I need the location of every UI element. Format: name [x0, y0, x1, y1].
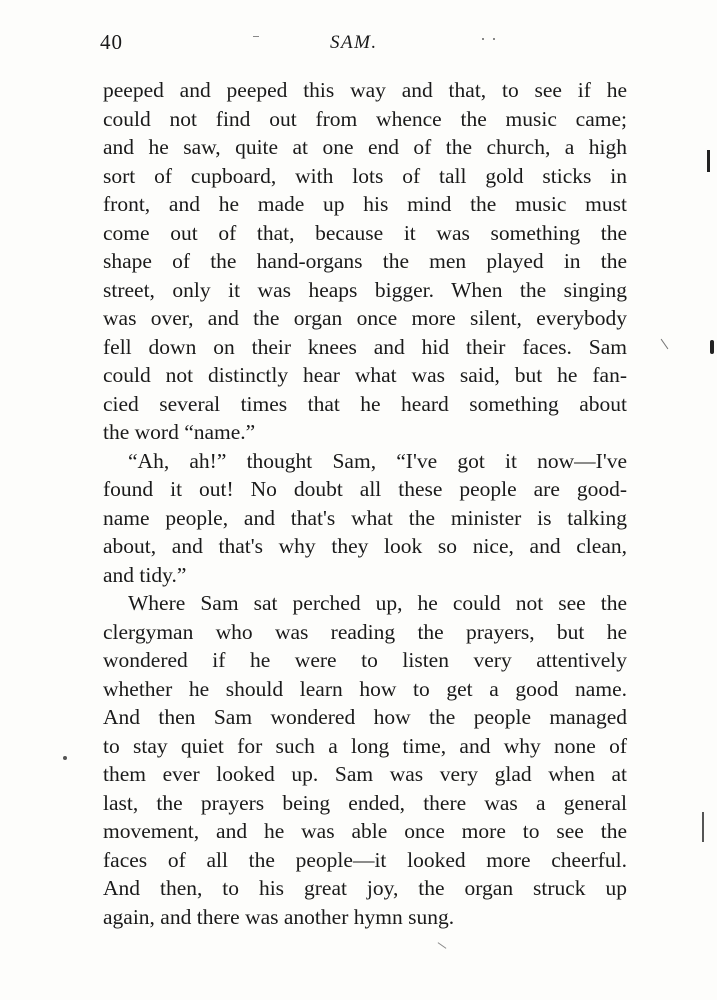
page-number: 40 [100, 30, 123, 54]
text-line: clergyman who was reading the prayers, but he [103, 619, 627, 644]
text-line: And then Sam wondered how the people managed [103, 705, 627, 729]
running-title: SAM. [330, 32, 378, 53]
text-line: name people, and that's what the minister is talking [103, 505, 627, 530]
text-line: sort of cupboard, with lots of tall gold sticks in [103, 163, 627, 188]
text-line: “Ah, ah!” thought Sam, “I've got it now—I've [128, 448, 627, 473]
text-line: could not distinctly hear what was said, but he fan- [103, 363, 627, 387]
text-line: them ever looked up. Sam was very glad when at [103, 762, 627, 786]
text-line: street, only it was heaps bigger. When the singing [103, 277, 627, 302]
text-line: come out of that, because it was something the [103, 220, 627, 245]
scan-mark [710, 340, 714, 354]
scan-mark [493, 38, 495, 40]
scan-mark [482, 38, 484, 40]
running-head [100, 30, 628, 60]
text-line: and he saw, quite at one end of the church, a high [103, 135, 627, 159]
scan-mark [661, 339, 669, 349]
text-line: fell down on their knees and hid their faces. Sam [103, 334, 627, 359]
text-line: front, and he made up his mind the music must [103, 192, 627, 216]
text-line: could not find out from whence the music came; [103, 106, 627, 131]
paragraph-3 [103, 589, 627, 931]
paragraph-2 [103, 447, 627, 590]
text-line: wondered if he were to listen very attentively [103, 648, 627, 672]
text-line: faces of all the people—it looked more cheerful. [103, 847, 627, 872]
scan-mark [253, 36, 259, 37]
text-line: whether he should learn how to get a good name. [103, 676, 627, 701]
text-line: about, and that's why they look so nice, and clean, [103, 534, 627, 558]
scan-mark [707, 150, 710, 172]
text-line: Where Sam sat perched up, he could not see the [128, 591, 627, 615]
paragraph-1 [103, 76, 627, 447]
scan-mark [702, 812, 704, 842]
text-line: And then, to his great joy, the organ struck up [103, 876, 627, 900]
scan-mark [438, 942, 447, 949]
body-text [103, 76, 627, 931]
scan-mark [63, 756, 67, 760]
text-line: shape of the hand-organs the men played in the [103, 249, 627, 273]
text-line: the word “name.” [103, 420, 256, 444]
text-line: found it out! No doubt all these people are good- [103, 477, 627, 501]
text-line: to stay quiet for such a long time, and why none of [103, 733, 627, 758]
text-line: movement, and he was able once more to see the [103, 819, 627, 843]
text-line: last, the prayers being ended, there was a general [103, 790, 627, 815]
text-line: was over, and the organ once more silent, everybody [103, 306, 627, 330]
text-line: again, and there was another hymn sung. [103, 904, 455, 929]
text-line: and tidy.” [103, 562, 187, 587]
text-line: cied several times that he heard something about [103, 391, 627, 416]
text-line: peeped and peeped this way and that, to see if he [103, 78, 627, 102]
